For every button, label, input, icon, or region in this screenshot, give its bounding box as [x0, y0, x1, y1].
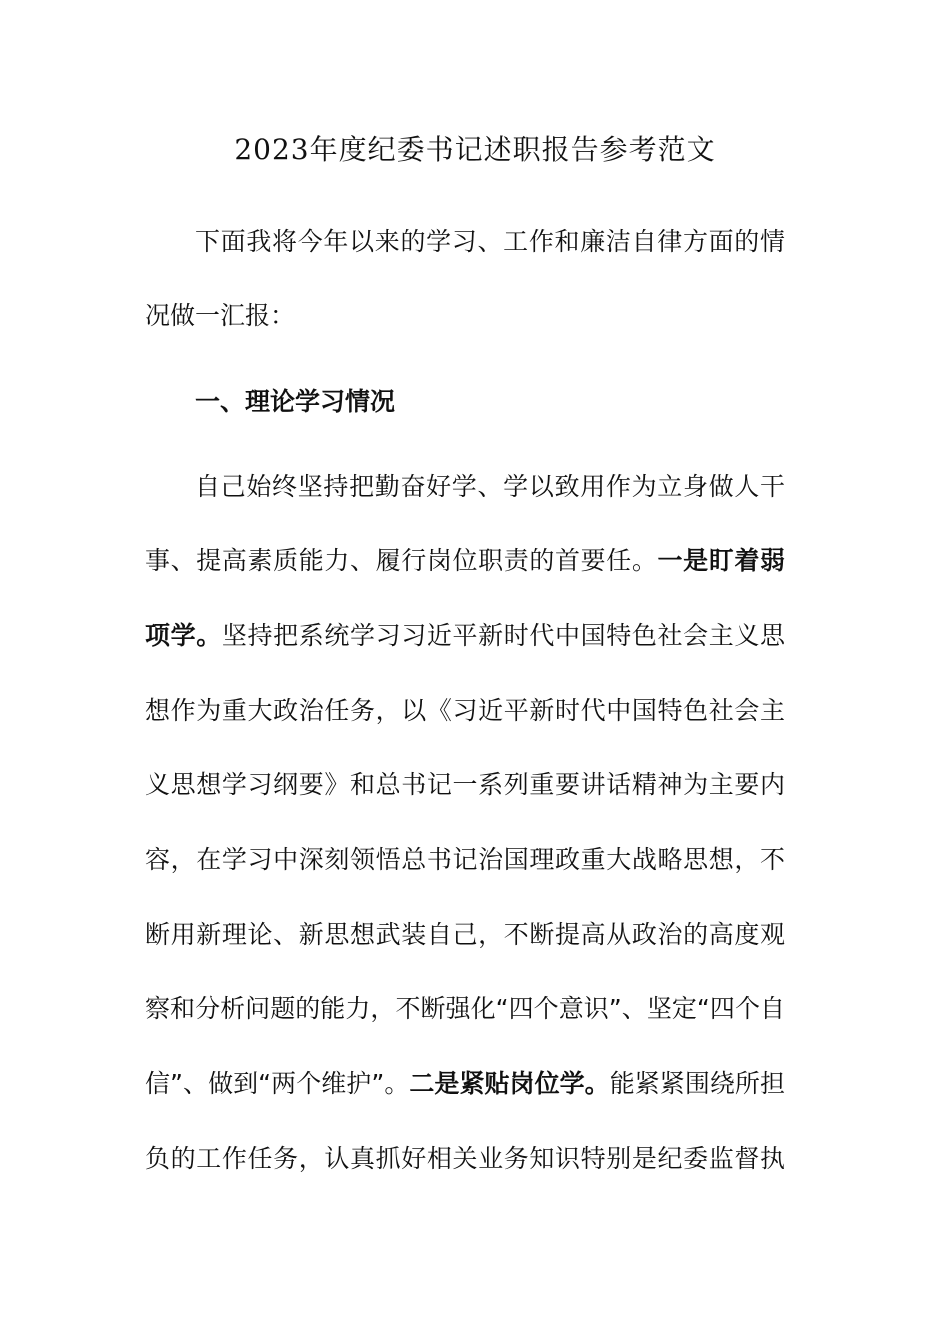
bold-key-point-1: 一是盯着弱	[657, 546, 785, 575]
intro-line-2: 况做一汇报：	[145, 301, 296, 330]
bold-key-point-2: 二是紧贴岗位学。	[409, 1069, 610, 1098]
paragraph-line-7: 断用新理论、新思想武装自己，不断提高从政治的高度观	[145, 920, 785, 949]
paragraph-line-4: 想作为重大政治任务，以《习近平新时代中国特色社会主	[145, 696, 785, 725]
paragraph-line-6: 容，在学习中深刻领悟总书记治国理政重大战略思想，不	[145, 845, 785, 874]
paragraph-text: 事、提高素质能力、履行岗位职责的首要任。	[145, 546, 658, 575]
section-heading: 一、理论学习情况	[195, 387, 396, 416]
paragraph-line-3	[145, 618, 785, 654]
paragraph-text: 坚持把系统学习习近平新时代中国特色社会主义思	[221, 621, 785, 650]
paragraph-line-9	[145, 1066, 785, 1102]
paragraph-line-10: 负的工作任务，认真抓好相关业务知识特别是纪委监督执	[145, 1144, 785, 1173]
bold-key-point-1-end: 项学。	[145, 621, 222, 650]
paragraph-line-8: 察和分析问题的能力，不断强化“四个意识”、坚定“四个自	[145, 994, 785, 1023]
paragraph-text: 信”、做到“两个维护”。	[145, 1069, 410, 1098]
document-title: 2023年度纪委书记述职报告参考范文	[234, 133, 716, 166]
paragraph-text: 能紧紧围绕所担	[609, 1069, 785, 1098]
paragraph-line-2	[145, 543, 785, 579]
intro-line-1: 下面我将今年以来的学习、工作和廉洁自律方面的情	[195, 227, 785, 256]
paragraph-line-5: 义思想学习纲要》和总书记一系列重要讲话精神为主要内	[145, 770, 785, 799]
paragraph-line-1: 自己始终坚持把勤奋好学、学以致用作为立身做人干	[195, 472, 785, 501]
